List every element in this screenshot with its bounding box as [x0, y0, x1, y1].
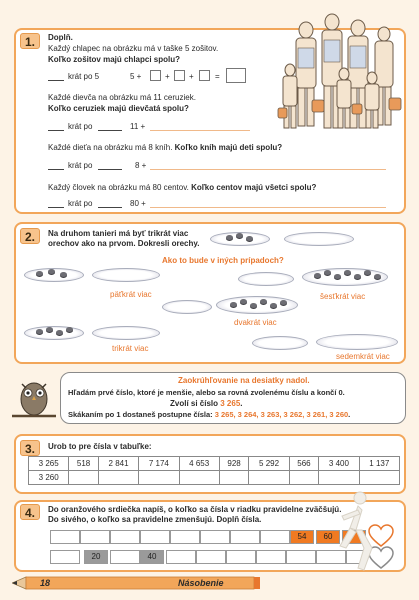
- ex1-q4-answer-line[interactable]: [150, 207, 386, 208]
- seq-cell-60: 60: [316, 530, 340, 544]
- ex1-q4-blank[interactable]: [48, 207, 64, 208]
- exercise-4-number: 4.: [20, 504, 40, 520]
- table-cell-empty[interactable]: [289, 471, 319, 485]
- ex3-text: Urob to pre čísla v tabuľke:: [48, 442, 152, 451]
- nut: [250, 303, 257, 308]
- ex1-q1-plus1: +: [165, 72, 170, 81]
- ex1-line3: Každé dieťa na obrázku má 8 kníh. Koľko kníh majú deti spolu?: [48, 143, 283, 152]
- plate-2x-second: [216, 296, 298, 314]
- nut: [334, 274, 341, 279]
- ex1-q3-blank[interactable]: [48, 169, 64, 170]
- ex1-q2-expr: 11 +: [130, 122, 146, 131]
- nut: [46, 327, 53, 332]
- label-7x: sedemkrát viac: [336, 352, 390, 361]
- ex1-heading: Doplň.: [48, 33, 73, 42]
- seq-cell[interactable]: [230, 530, 260, 544]
- table-cell-empty[interactable]: [139, 471, 179, 485]
- rounding-table: [28, 456, 400, 485]
- ex2-text2: orechov ako na prvom. Dokresli orechy.: [48, 239, 200, 248]
- ex1-q4-blank2[interactable]: [98, 207, 122, 208]
- table-cell: 518: [69, 457, 99, 471]
- seq-cell[interactable]: [50, 530, 80, 544]
- ex1-q3-blank2[interactable]: [98, 169, 122, 170]
- table-cell: 2 841: [98, 457, 138, 471]
- ex1-q2-blank[interactable]: [48, 130, 64, 131]
- plate-top-2[interactable]: [284, 232, 354, 246]
- table-cell: 1 137: [359, 457, 399, 471]
- ex1-q1-label: krát po 5: [68, 72, 100, 81]
- seq-cell[interactable]: [196, 550, 226, 564]
- ex1-q4-expr: 80 +: [130, 199, 146, 208]
- seq-cell[interactable]: [170, 530, 200, 544]
- ex1-line4: Každý človek na obrázku má 80 centov. Koľko centov majú všetci spolu?: [48, 183, 317, 192]
- label-6x: šesťkrát viac: [320, 292, 366, 301]
- table-cell-empty[interactable]: [249, 471, 289, 485]
- nut: [226, 235, 233, 240]
- nut: [60, 272, 67, 277]
- table-cell: 3 260: [29, 471, 69, 485]
- nut: [246, 236, 253, 241]
- nut: [270, 303, 277, 308]
- ex1-q2-blank2[interactable]: [98, 130, 122, 131]
- rounding-line1: Hľadám prvé číslo, ktoré je menšie, alebo sa rovná zvolenému číslu a končí 0.: [68, 388, 345, 397]
- ex1-q1-box1[interactable]: [150, 70, 161, 81]
- table-row: [29, 457, 400, 471]
- page-number: 18: [40, 578, 51, 588]
- nut: [48, 269, 55, 274]
- rounding-title: Zaokrúhľovanie na desiatky nadol.: [178, 376, 310, 385]
- ex1-q1-expr: 5 +: [130, 72, 142, 81]
- table-row: [29, 471, 400, 485]
- nut: [354, 274, 361, 279]
- plate-5x-second[interactable]: [92, 268, 160, 282]
- nut: [230, 302, 237, 307]
- seq-cell[interactable]: [260, 530, 290, 544]
- nut: [66, 327, 73, 332]
- nut: [240, 299, 247, 304]
- table-cell: 7 174: [139, 457, 179, 471]
- table-cell: 5 292: [249, 457, 289, 471]
- nut: [260, 299, 267, 304]
- ex1-line2: Každé dievča na obrázku má 11 ceruziek.: [48, 93, 196, 102]
- seq-cell[interactable]: [110, 550, 140, 564]
- ex1-q1-box2[interactable]: [174, 70, 185, 81]
- table-cell-empty[interactable]: [219, 471, 249, 485]
- ex4-text2: Do sivého, o koľko sa pravidelne zmenšujú. Doplň čísla.: [48, 515, 262, 524]
- ex4-text1: Do oranžového srdiečka napíš, o koľko sa čísla v riadku pravidelne zväčšujú.: [48, 505, 342, 514]
- nut: [374, 274, 381, 279]
- ex1-q1-equals: =: [215, 72, 220, 81]
- table-cell: 928: [219, 457, 249, 471]
- nut: [364, 270, 371, 275]
- plate-3x-second[interactable]: [92, 326, 160, 340]
- nut: [236, 233, 243, 238]
- owl-icon: [10, 374, 58, 420]
- chapter-title: Násobenie: [178, 578, 224, 588]
- seq-cell[interactable]: [256, 550, 286, 564]
- table-cell: 3 265: [29, 457, 69, 471]
- seq-cell-20: 20: [84, 550, 108, 564]
- ex2-prompt: Ako to bude v iných prípadoch?: [162, 256, 284, 265]
- exercise-2-number: 2.: [20, 228, 40, 244]
- seq-cell[interactable]: [110, 530, 140, 544]
- seq-cell-54: 54: [290, 530, 314, 544]
- runner-figure-icon: [330, 488, 380, 578]
- plate-2x-first[interactable]: [162, 300, 212, 314]
- ex1-q1-blank[interactable]: [48, 80, 64, 81]
- plate-6x-first[interactable]: [238, 272, 294, 286]
- ex1-q3-label: krát po: [68, 161, 93, 170]
- rounding-line2: Zvolí si číslo 3 265.: [170, 399, 243, 408]
- seq-cell[interactable]: [80, 530, 110, 544]
- plate-7x-first: [252, 336, 308, 350]
- table-cell: 566: [289, 457, 319, 471]
- nut: [344, 270, 351, 275]
- ex1-q1-result[interactable]: [226, 68, 246, 83]
- seq-cell[interactable]: [200, 530, 230, 544]
- ex1-q3-expr: 8 +: [135, 161, 147, 170]
- seq-cell[interactable]: [140, 530, 170, 544]
- nut: [56, 330, 63, 335]
- table-cell-empty[interactable]: [359, 471, 399, 485]
- nut: [36, 271, 43, 276]
- label-2x: dvakrát viac: [234, 318, 277, 327]
- plate-3x-first: [24, 326, 84, 340]
- plate-7x-second[interactable]: [316, 334, 398, 350]
- seq-cell[interactable]: [50, 550, 80, 564]
- ex1-q4-label: krát po: [68, 199, 93, 208]
- rounding-line3: Skákaním po 1 dostaneš postupne čísla: 3 265, 3 264, 3 263, 3 262, 3 261, 3 260.: [68, 410, 351, 419]
- exercise-3-number: 3.: [20, 440, 40, 456]
- ex1-question2: Koľko ceruziek majú dievčatá spolu?: [48, 104, 189, 113]
- nut: [280, 300, 287, 305]
- exercise-1-number: 1.: [20, 33, 40, 49]
- table-cell-empty[interactable]: [319, 471, 359, 485]
- nut: [36, 329, 43, 334]
- ex2-text1: Na druhom tanieri má byť trikrát viac: [48, 229, 189, 238]
- ex1-line1: Každý chlapec na obrázku má v taške 5 zošitov.: [48, 44, 219, 53]
- table-cell: 4 653: [179, 457, 219, 471]
- label-3x: trikrát viac: [112, 344, 149, 353]
- ex1-q1-box3[interactable]: [199, 70, 210, 81]
- nut: [314, 273, 321, 278]
- ex1-q1-plus2: +: [189, 72, 194, 81]
- nut: [324, 270, 331, 275]
- seq-cell[interactable]: [286, 550, 316, 564]
- seq-cell-40: 40: [140, 550, 164, 564]
- table-cell-empty[interactable]: [69, 471, 99, 485]
- table-cell-empty[interactable]: [179, 471, 219, 485]
- seq-cell[interactable]: [166, 550, 196, 564]
- ex1-question1: Koľko zošitov majú chlapci spolu?: [48, 55, 180, 64]
- label-5x: päťkrát viac: [110, 290, 152, 299]
- ex1-q3-answer-line[interactable]: [150, 169, 386, 170]
- ex1-q2-answer-line[interactable]: [150, 130, 250, 131]
- seq-cell[interactable]: [226, 550, 256, 564]
- family-illustration: [276, 8, 406, 140]
- table-cell-empty[interactable]: [98, 471, 138, 485]
- table-cell: 3 400: [319, 457, 359, 471]
- ex1-q2-label: krát po: [68, 122, 93, 131]
